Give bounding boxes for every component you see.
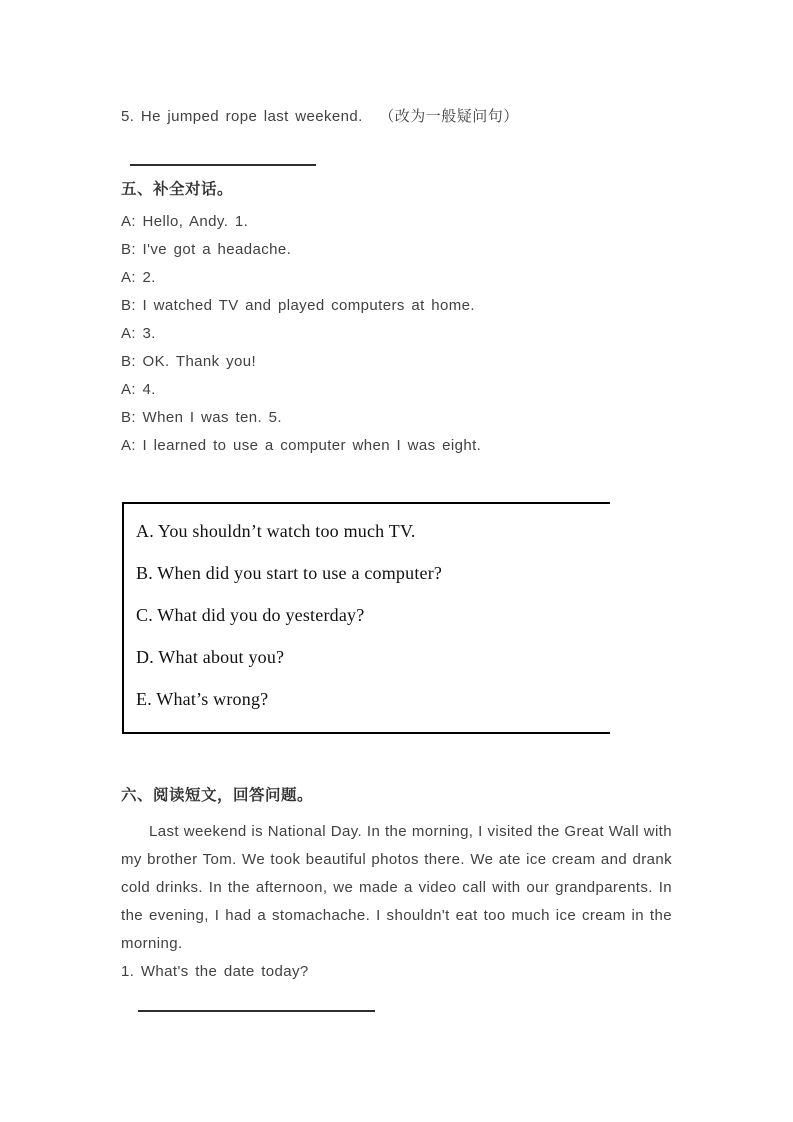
question-5-text: 5. He jumped rope last weekend. [121, 108, 363, 125]
option-d: D. What about you? [136, 647, 285, 667]
dialogue-line-5: A: 3. [121, 325, 156, 342]
dialogue-line-7: A: 4. [121, 381, 156, 398]
dialogue-line-6: B: OK. Thank you! [121, 353, 257, 370]
option-e: E. What’s wrong? [136, 689, 269, 709]
option-b: B. When did you start to use a computer? [136, 563, 443, 583]
reading-question-1: 1. What's the date today? [121, 963, 309, 980]
dialogue-line-9: A: I learned to use a computer when I was eight. [121, 437, 482, 454]
question-5-instruction: （改为一般疑问句） [379, 108, 519, 125]
question-5 [121, 103, 672, 131]
dialogue-line-3: A: 2. [121, 269, 156, 286]
dialogue-line-4: B: I watched TV and played computers at home. [121, 297, 475, 314]
answer-blank-question-5 [130, 164, 316, 166]
answer-blank-question-1 [138, 1010, 375, 1012]
option-c: C. What did you do yesterday? [136, 605, 365, 625]
dialogue-line-2: B: I've got a headache. [121, 241, 292, 258]
section-6-heading: 六、阅读短文，回答问题。 [121, 787, 314, 804]
dialogue-line-8: B: When I was ten. 5. [121, 409, 282, 426]
dialogue-line-1: A: Hello, Andy. 1. [121, 213, 249, 230]
answer-options-box [122, 502, 610, 734]
option-a: A. You shouldn’t watch too much TV. [136, 521, 416, 541]
reading-passage: Last weekend is National Day. In the morning, I visited the Great Wall with my brother Tom. We took beautiful photos there. We ate ice cream and drank cold drinks. In the afternoon, we made a video call with our grandparents. In the evening, I had a stomachache. I shouldn't eat too much ice cream in the morning. [121, 823, 672, 952]
section-5-heading: 五、补全对话。 [121, 181, 234, 198]
dialogue-block [121, 208, 672, 460]
